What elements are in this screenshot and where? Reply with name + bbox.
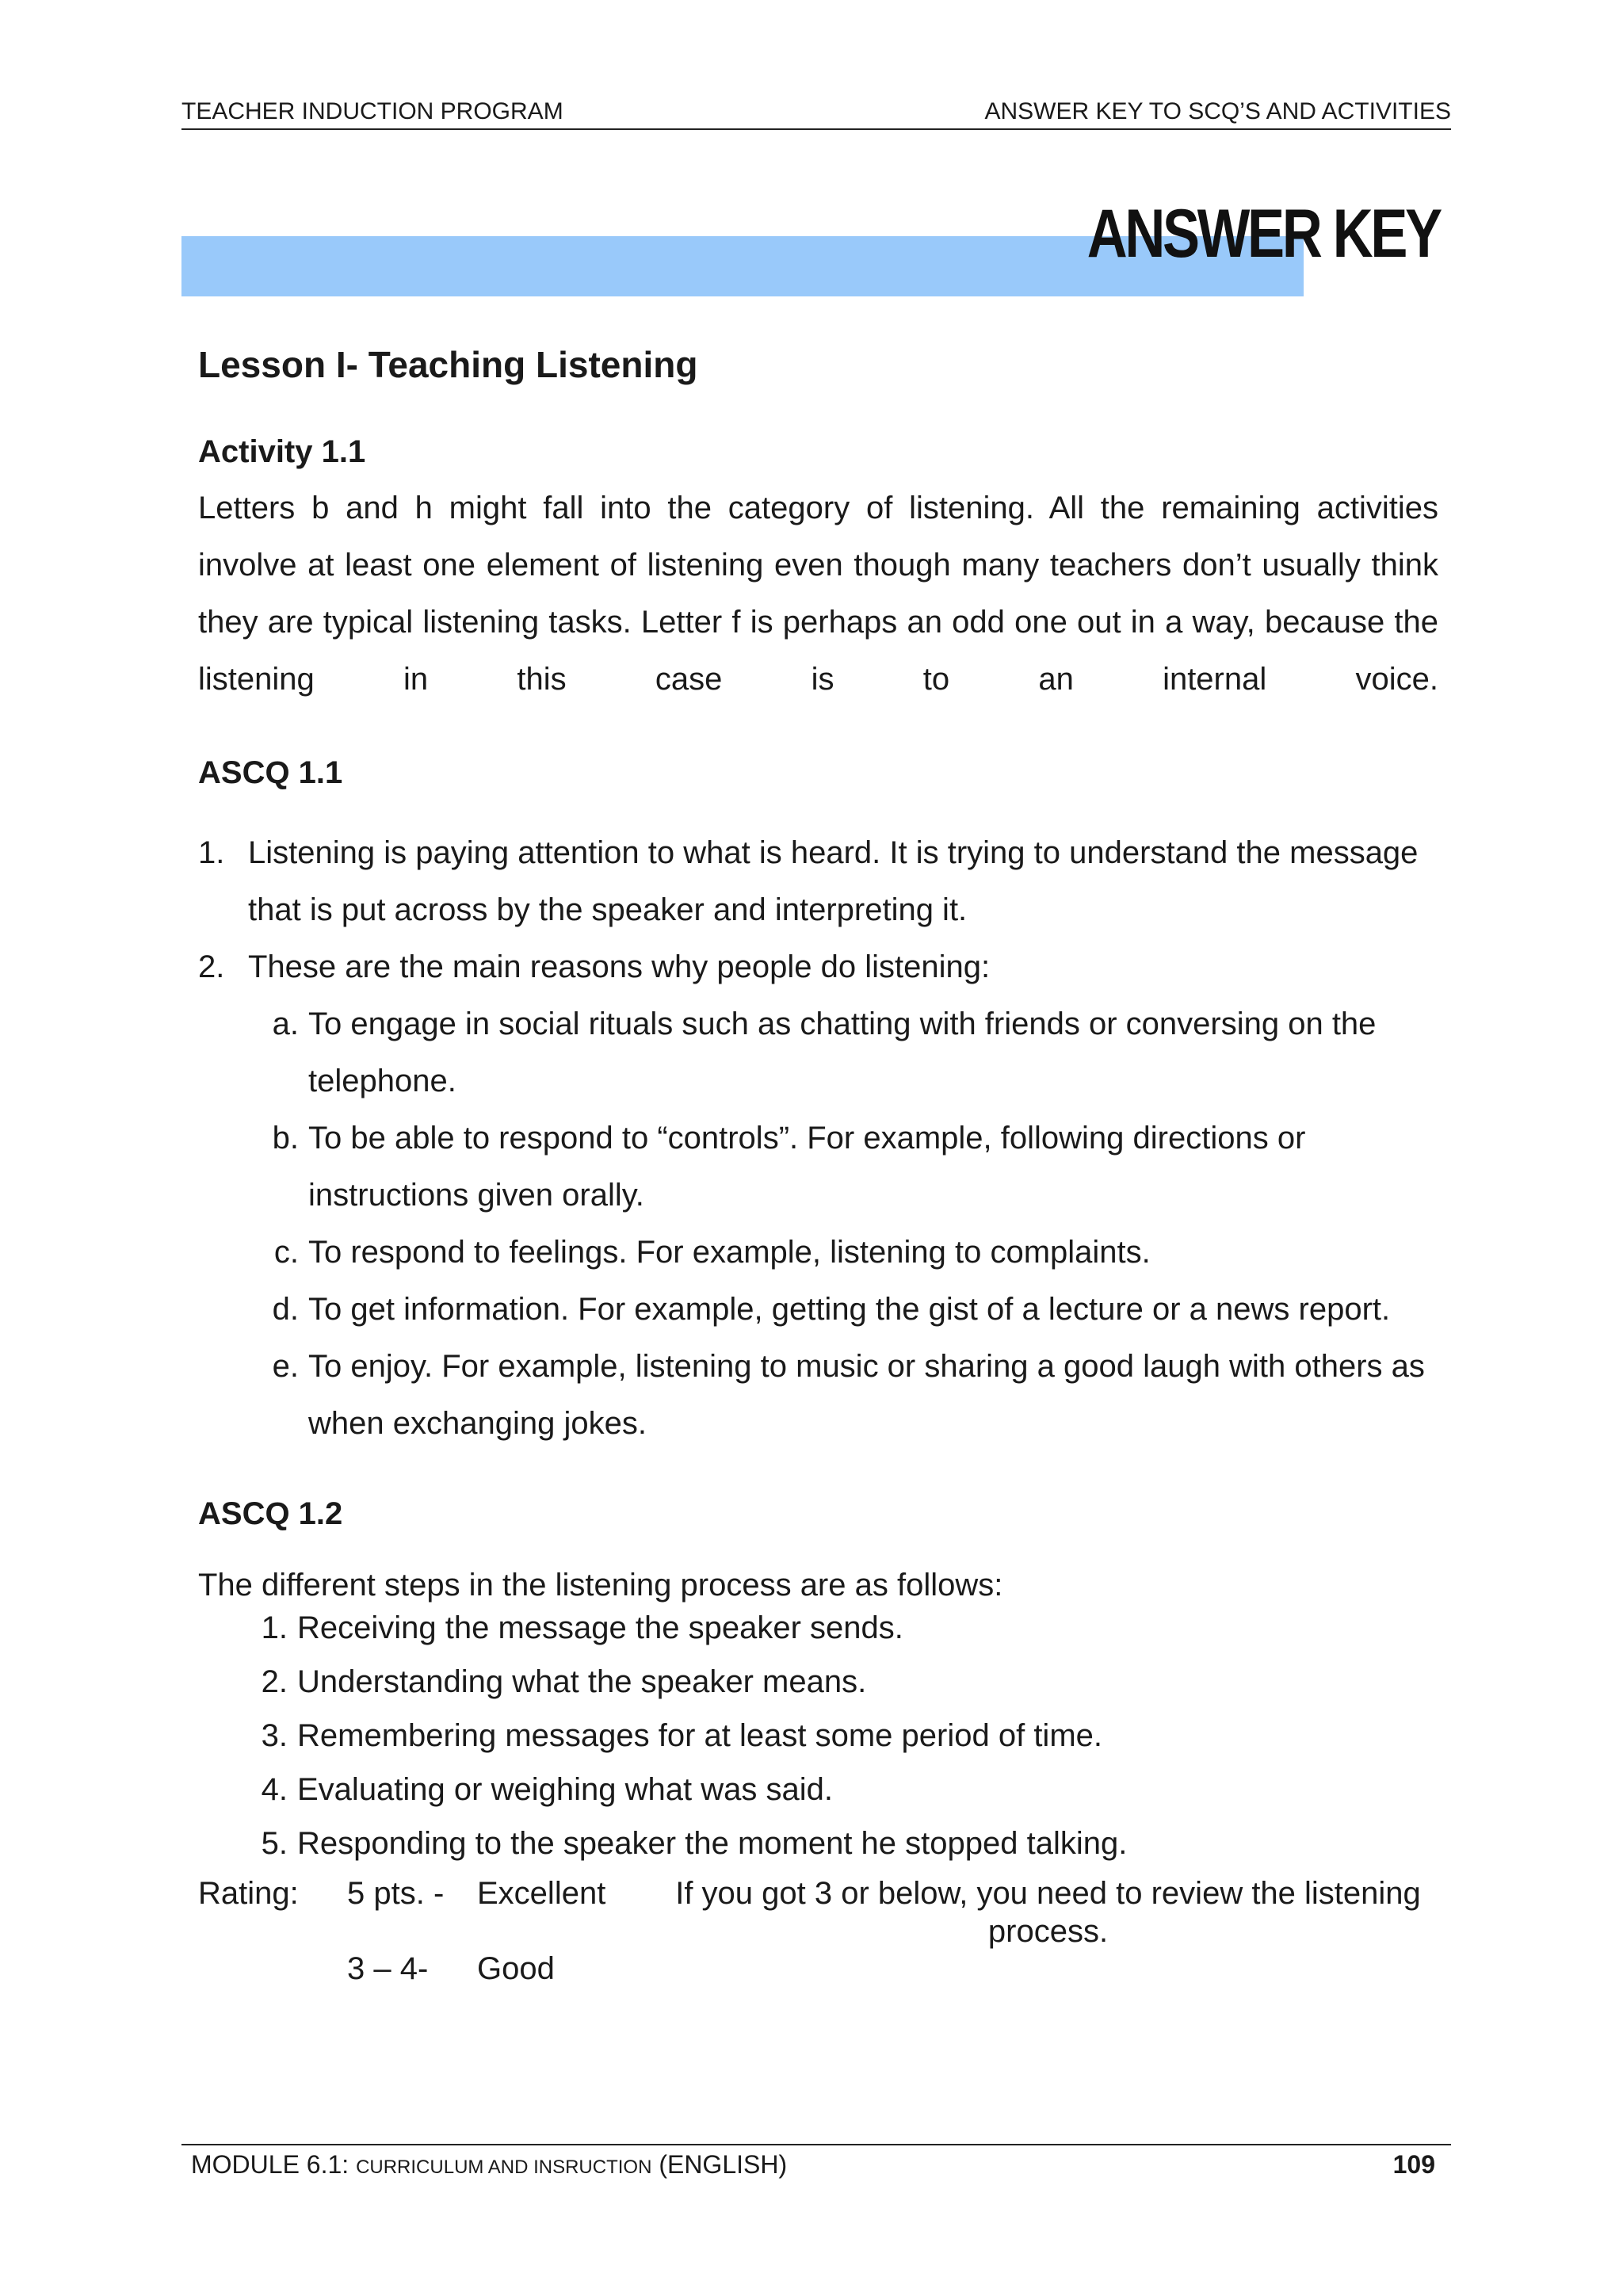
sublist-item bbox=[198, 1338, 1438, 1452]
rating-points-good: 3 – 4- bbox=[347, 1951, 429, 1986]
rating-quality-excellent: Excellent bbox=[477, 1876, 606, 1911]
banner-title: ANSWER KEY bbox=[1086, 196, 1440, 272]
list-item bbox=[198, 938, 1438, 1452]
step-number: 4. bbox=[261, 1772, 288, 1807]
step-text: Remembering messages for at least some period of time. bbox=[297, 1718, 1102, 1753]
step-number: 3. bbox=[261, 1718, 288, 1753]
ascq-1-1-list bbox=[198, 824, 1438, 1452]
step-text: Receiving the message the speaker sends. bbox=[297, 1610, 903, 1645]
sublist-letter: d. bbox=[272, 1292, 299, 1327]
list-item-text: These are the main reasons why people do listening: bbox=[248, 949, 991, 984]
sublist-item bbox=[198, 995, 1438, 1110]
list-item-number: 2. bbox=[198, 949, 225, 984]
running-header bbox=[181, 97, 1451, 130]
activity-1-1-heading: Activity 1.1 bbox=[198, 434, 366, 469]
sublist-text: To respond to feelings. For example, listening to complaints. bbox=[308, 1235, 1151, 1270]
header-right-text: ANSWER KEY TO SCQ’S AND ACTIVITIES bbox=[984, 98, 1451, 124]
footer-module-subject: CURRICULUM AND INSRUCTION bbox=[356, 2157, 652, 2178]
step-item bbox=[198, 1601, 1127, 1655]
reasons-sublist bbox=[248, 995, 1438, 1452]
step-item bbox=[198, 1709, 1127, 1763]
sublist-letter: c. bbox=[273, 1235, 299, 1270]
rating-quality-good: Good bbox=[477, 1951, 555, 1986]
page-number: 109 bbox=[1392, 2150, 1435, 2179]
page-footer bbox=[181, 2144, 1451, 2188]
sublist-text: To be able to respond to “controls”. For example, following directions or instructions given orally. bbox=[308, 1121, 1306, 1213]
footer-module bbox=[191, 2150, 787, 2179]
rating-note: If you got 3 or below, you need to review the listening process. bbox=[675, 1876, 1421, 1949]
step-text: Evaluating or weighing what was said. bbox=[297, 1772, 833, 1807]
sublist-text: To get information. For example, getting the gist of a lecture or a news report. bbox=[308, 1292, 1391, 1327]
footer-module-number: MODULE 6.1: bbox=[191, 2150, 357, 2179]
step-text: Understanding what the speaker means. bbox=[297, 1664, 867, 1699]
sublist-item bbox=[198, 1110, 1438, 1224]
list-item-text: Listening is paying attention to what is heard. It is trying to understand the message that is put across by the speaker and interpreting it. bbox=[248, 835, 1419, 927]
listening-steps-list bbox=[198, 1601, 1127, 1870]
header-left-text: TEACHER INDUCTION PROGRAM bbox=[181, 98, 563, 124]
step-number: 5. bbox=[261, 1826, 288, 1861]
sublist-item bbox=[198, 1224, 1438, 1281]
sublist-letter: b. bbox=[272, 1121, 299, 1156]
footer-module-language: (ENGLISH) bbox=[651, 2150, 788, 2179]
sublist-item bbox=[198, 1281, 1438, 1338]
ascq-1-1-heading: ASCQ 1.1 bbox=[198, 755, 343, 790]
list-item-number: 1. bbox=[198, 835, 225, 870]
sublist-text: To enjoy. For example, listening to music or sharing a good laugh with others as when exchanging jokes. bbox=[308, 1349, 1425, 1441]
page-content bbox=[198, 341, 1438, 1986]
list-item bbox=[198, 824, 1438, 938]
step-text: Responding to the speaker the moment he stopped talking. bbox=[297, 1826, 1128, 1861]
activity-1-1-text: Letters b and h might fall into the category of listening. All the remaining activities involve at least one element of listening even though many teachers don’t usually think they are typical listening tasks. Letter f is perhaps an odd one out in a way, because the listening in this case is to an internal voice. bbox=[198, 491, 1438, 697]
ascq-1-2-heading: ASCQ 1.2 bbox=[198, 1496, 343, 1531]
rating-label: Rating: bbox=[198, 1876, 299, 1911]
sublist-letter: a. bbox=[272, 1007, 299, 1041]
step-item bbox=[198, 1655, 1127, 1709]
rating-points-excellent: 5 pts. - bbox=[347, 1876, 445, 1911]
lesson-title: Lesson I- Teaching Listening bbox=[198, 344, 698, 385]
step-number: 2. bbox=[261, 1664, 288, 1699]
step-number: 1. bbox=[261, 1610, 288, 1645]
sublist-text: To engage in social rituals such as chatting with friends or conversing on the telephone. bbox=[308, 1007, 1377, 1098]
step-item bbox=[198, 1763, 1127, 1817]
ascq-1-2-intro: The different steps in the listening process are as follows: bbox=[198, 1568, 1003, 1603]
sublist-letter: e. bbox=[272, 1349, 299, 1384]
step-item bbox=[198, 1817, 1127, 1870]
